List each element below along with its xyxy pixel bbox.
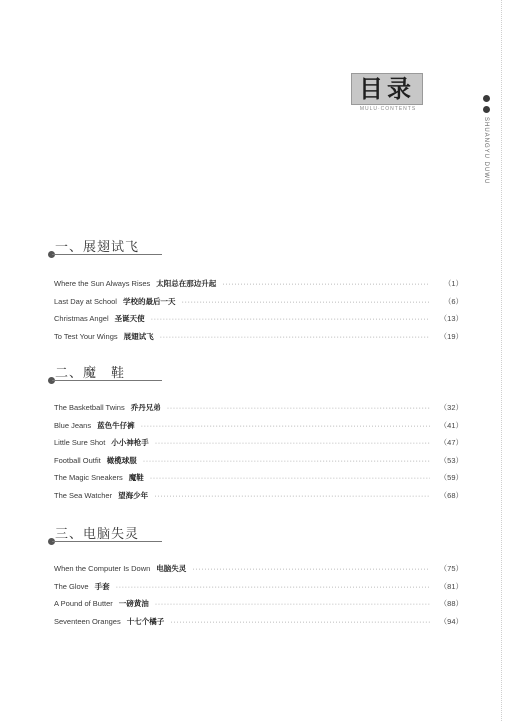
entry-title-en: Christmas Angel [54,314,109,323]
entry-title-en: The Sea Watcher [54,490,113,500]
toc-section-2 [48,362,463,507]
toc-entries [48,402,463,507]
bullet-icon [483,106,490,113]
dot-leader [143,456,430,465]
dot-leader [222,279,430,288]
toc-section-1 [48,236,463,348]
toc-entry[interactable] [54,331,463,349]
section-heading [48,236,463,262]
dot-leader [167,403,430,412]
toc-entry[interactable] [54,402,463,420]
dot-leader [160,332,430,341]
entry-title-en: To Test Your Wings [54,331,118,341]
toc-entry[interactable] [54,278,463,296]
dot-leader [181,297,430,306]
entry-title-zh: 太阳总在那边升起 [156,279,217,288]
dot-leader [155,599,430,608]
dot-leader [192,564,430,573]
bullet-icon [483,95,490,102]
toc-entry[interactable] [54,313,463,331]
toc-entries [48,563,463,633]
entry-title-zh: 圣诞天使 [114,314,145,323]
dot-leader [170,617,430,626]
section-title: 一、展翅试飞 [55,240,140,255]
toc-entry[interactable] [54,598,463,616]
toc-entry[interactable] [54,437,463,455]
entry-page: （59） [439,473,463,482]
side-label [480,95,492,187]
entry-page: （94） [439,616,463,626]
entry-page: （68） [439,490,463,500]
entry-title-zh: 学校的最后一天 [122,296,176,306]
page-title: 目录 [351,73,423,105]
dot-leader [150,473,430,482]
section-title: 三、电脑失灵 [55,527,140,542]
entry-page: （81） [439,581,463,591]
toc-entry[interactable] [54,490,463,508]
entry-title-zh: 一磅黄油 [118,599,149,608]
entry-page: （53） [439,455,463,465]
dot-leader [155,438,430,447]
side-label-text: SHUANGYU DUWU [483,117,489,185]
entry-title-zh: 十七个橘子 [126,616,165,626]
entry-page: （13） [439,314,463,323]
toc-entry[interactable] [54,581,463,599]
entry-title-zh: 电脑失灵 [156,564,187,573]
entry-title-en: The Basketball Twins [54,403,125,412]
toc-entry[interactable] [54,616,463,634]
toc-entry[interactable] [54,455,463,473]
section-heading [48,362,463,388]
entry-title-en: Seventeen Oranges [54,616,121,626]
entry-title-en: Where the Sun Always Rises [54,279,151,288]
entry-title-en: The Glove [54,581,89,591]
entry-title-en: When the Computer Is Down [54,564,151,573]
entry-page: （47） [439,438,463,447]
entry-page: （88） [439,599,463,608]
entry-page: （32） [439,403,463,412]
entry-title-zh: 魔鞋 [128,473,144,482]
toc-entry[interactable] [54,472,463,490]
entry-title-zh: 橄榄球服 [106,455,137,465]
section-title: 二、魔 鞋 [55,366,126,381]
entry-title-zh: 乔丹兄弟 [130,403,161,412]
entry-title-en: The Magic Sneakers [54,473,123,482]
entry-title-en: Last Day at School [54,296,117,306]
toc-section-3 [48,523,463,633]
entry-title-en: Blue Jeans [54,420,92,430]
entry-page: （6） [443,296,463,306]
section-heading [48,523,463,549]
entry-title-en: Football Outfit [54,455,101,465]
entry-title-zh: 手套 [94,581,110,591]
toc-entries [48,278,463,348]
toc-entry[interactable] [54,563,463,581]
dot-leader [141,421,430,430]
entry-page: （41） [439,420,463,430]
entry-title-zh: 望海少年 [118,490,149,500]
entry-title-en: Little Sure Shot [54,438,106,447]
toc-entry[interactable] [54,296,463,314]
entry-title-zh: 蓝色牛仔裤 [97,420,135,430]
entry-page: （1） [443,279,463,288]
page-title-pinyin: MULU·CONTENTS [359,106,417,112]
entry-title-en: A Pound of Butter [54,599,113,608]
entry-title-zh: 展翅试飞 [123,331,154,341]
page-edge-rule [501,0,502,721]
dot-leader [151,314,430,323]
entry-page: （19） [439,331,463,341]
toc-entry[interactable] [54,420,463,438]
dot-leader [154,491,430,500]
entry-title-zh: 小小神枪手 [111,438,149,447]
entry-page: （75） [439,564,463,573]
dot-leader [116,582,430,591]
